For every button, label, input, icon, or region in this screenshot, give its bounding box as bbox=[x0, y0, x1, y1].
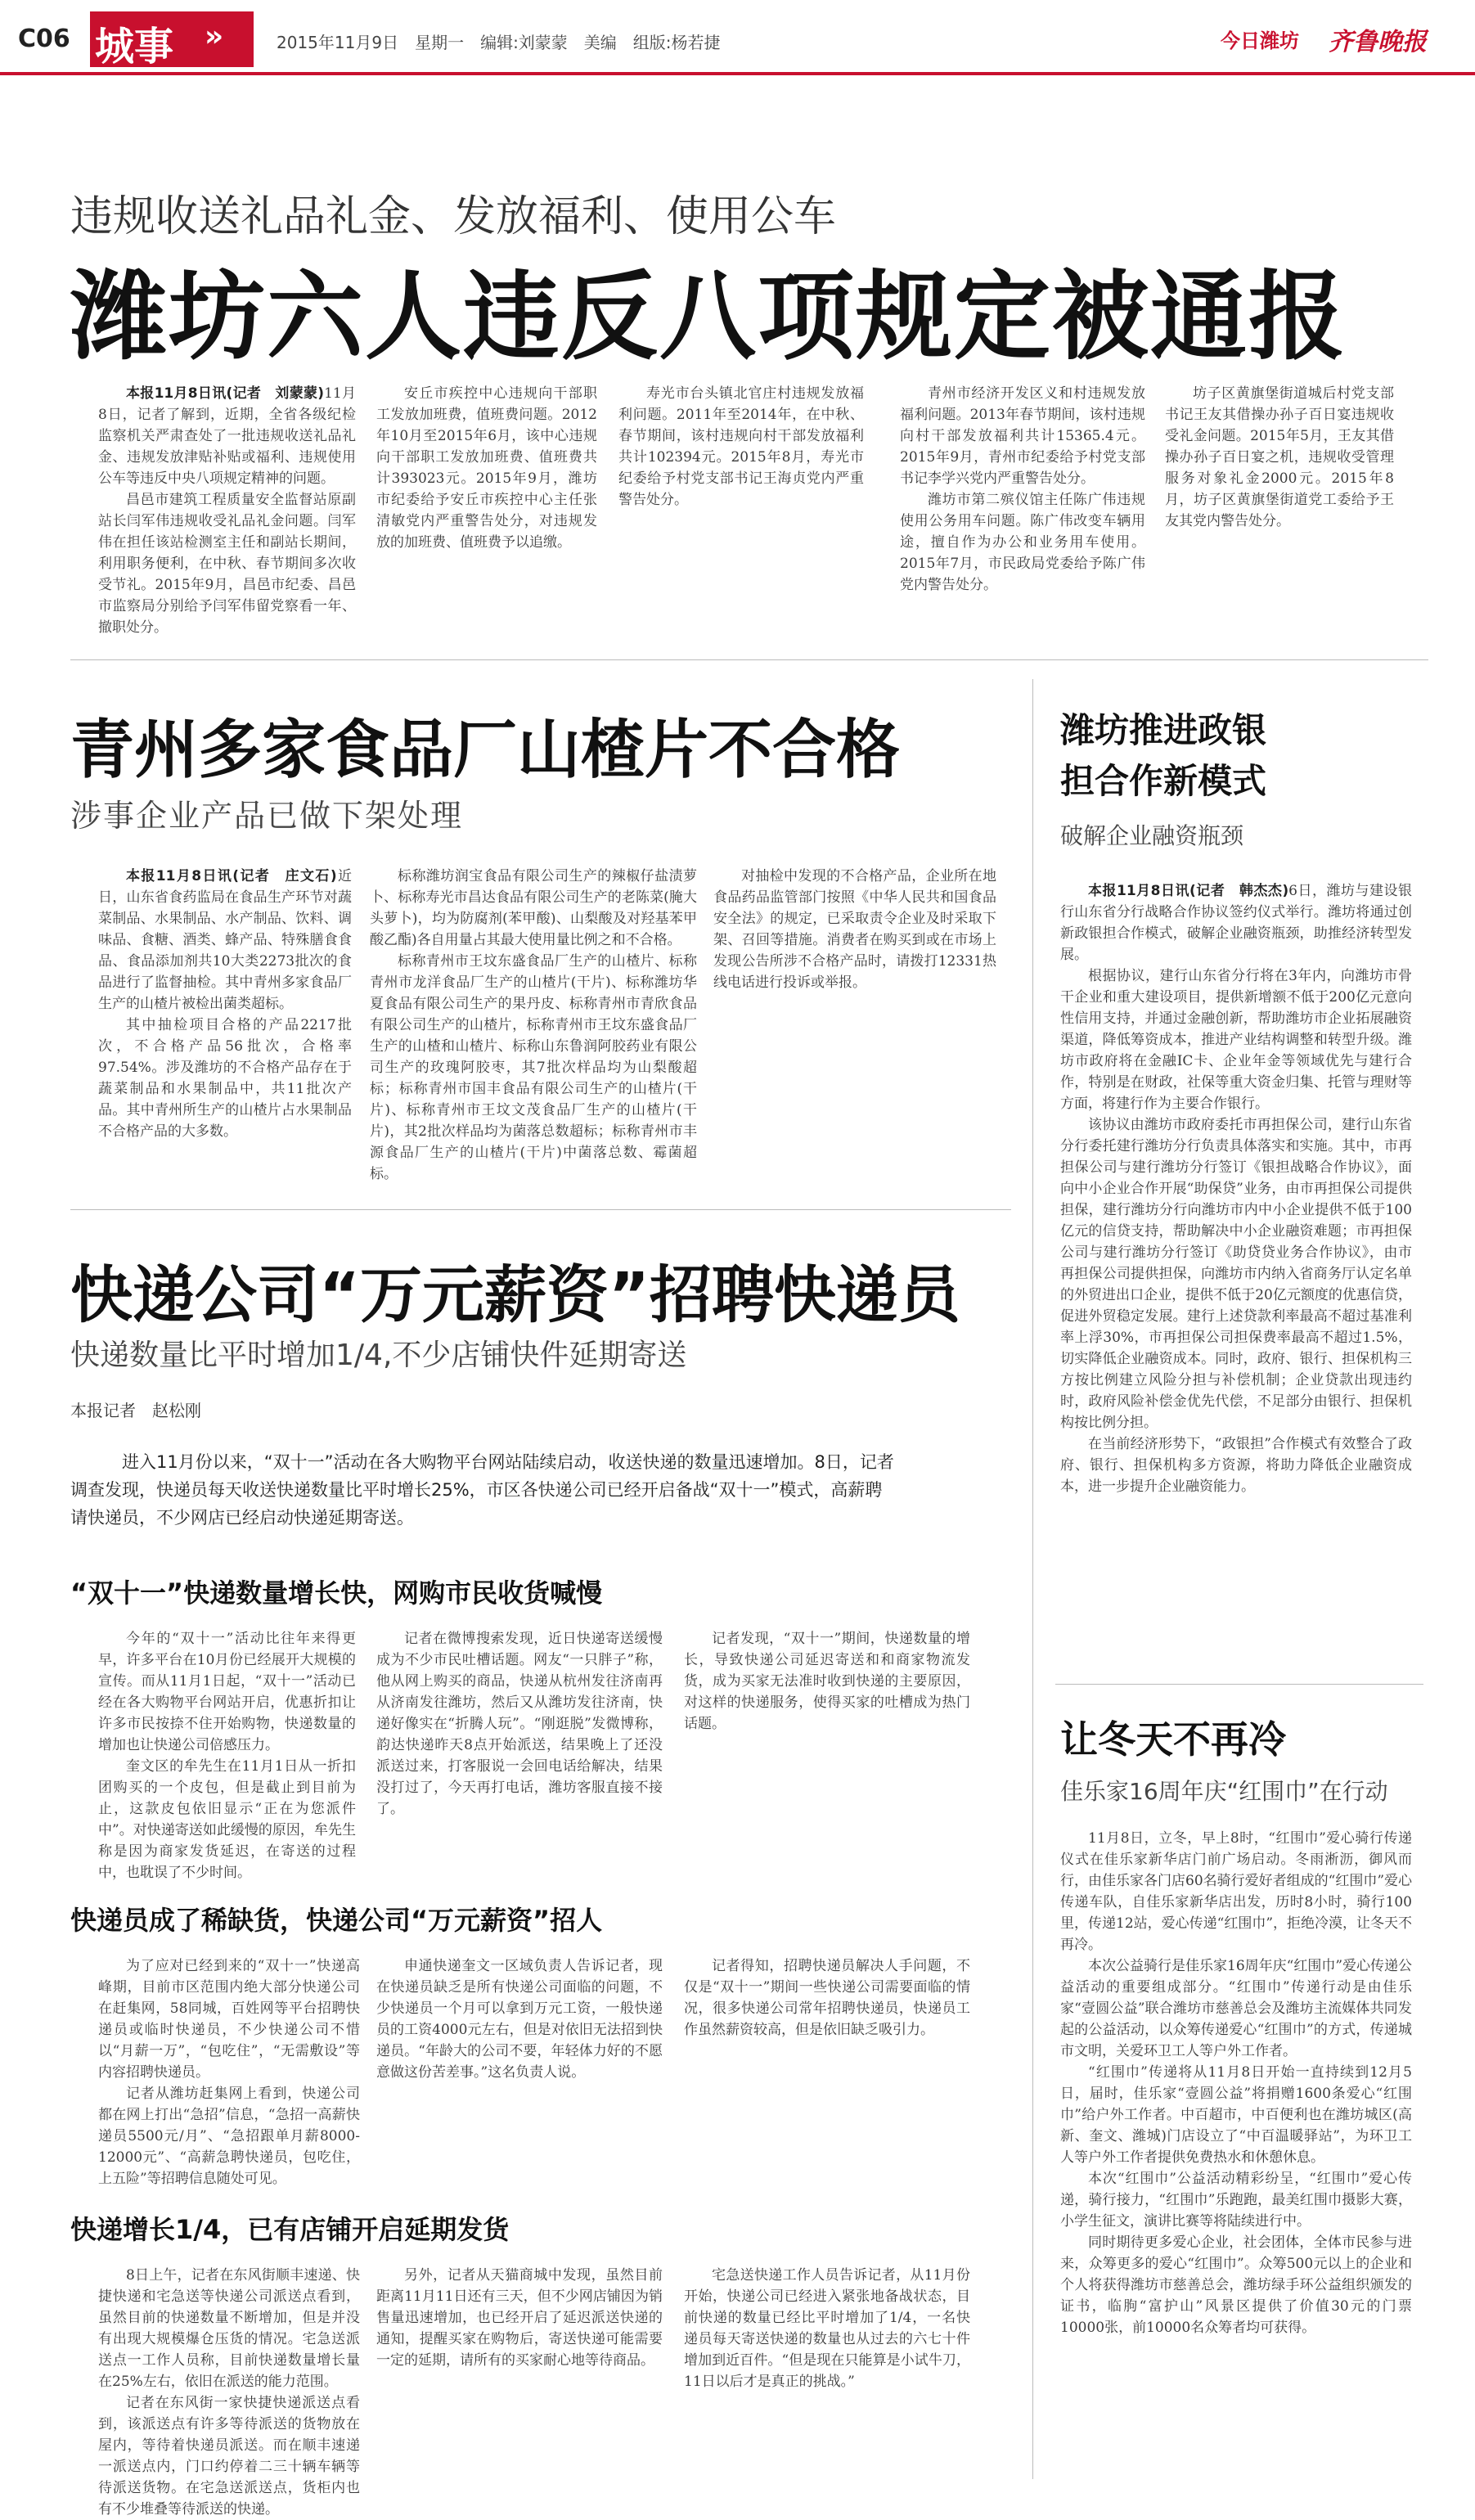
story1-lead: 本报11月8日讯(记者 刘蒙蒙) bbox=[126, 385, 325, 402]
section-name: 城事 bbox=[95, 24, 174, 70]
story3-s2-column-2 bbox=[376, 1955, 663, 2189]
story2-lead: 本报11月8日讯(记者 庄文石) bbox=[126, 868, 337, 884]
story3-paragraph: 为了应对已经到来的“双十一”快递高峰期，目前市区范围内绝大部分快递公司在赶集网，58同城，百姓网等平台招聘快递员或临时快递员，不少快递公司不惜以“月薪一万”，“包吃住”，“无需敷设”等内容招聘快递员。 bbox=[98, 1958, 360, 2081]
story3-paragraph: 记者得知，招聘快递员解决人手问题，不仅是“双十一”期间一些快递公司需要面临的情况，很多快递公司常年招聘快递员，快递员工作虽然薪资较高，但是依旧缺乏吸引力。 bbox=[684, 1958, 970, 2038]
story3-s3-column-2 bbox=[376, 2265, 663, 2479]
story1-column-4 bbox=[900, 383, 1145, 628]
story2-paragraph: 近日，山东省食药监局在食品生产环节对蔬菜制品、水果制品、水产制品、饮料、调味品、食糖、酒类、蜂产品、特殊膳食食品、食品添加剂共10大类2273批次的食品进行了监督抽检。其中青州多家食品厂生产的山楂片被检出菌类超标。 bbox=[98, 868, 353, 1012]
story3-s2-column-3 bbox=[684, 1955, 970, 2189]
right2-paragraph: 同时期待更多爱心企业，社会团体，全体市民参与进来，众筹更多的爱心“红围巾”。众筹500元以上的企业和个人将获得潍坊市慈善总会，潍坊绿手环公益组织颁发的证书，临朐“富护山”风景区提供了价值30元的门票10000张，前10000名众筹者均可获得。 bbox=[1060, 2234, 1412, 2336]
story3-s2-column-1 bbox=[98, 1955, 360, 2189]
right1-paragraph: 6日，潍坊与建设银行山东省分行战略合作协议签约仪式举行。潍坊将通过创新政银担合作模式，破解企业融资瓶颈，助推经济转型发展。 bbox=[1060, 883, 1412, 963]
page-number: C06 bbox=[18, 25, 70, 53]
story1-headline: 潍坊六人违反八项规定被通报 bbox=[70, 260, 1347, 373]
story2-column-1 bbox=[98, 866, 352, 1186]
story1-column-2 bbox=[376, 383, 597, 628]
story3-paragraph: 记者从潍坊赶集网上看到，快递公司都在网上打出“急招”信息，“急招一高薪快递员5500元/月”、“急招跟单月薪8000-12000元”、“高薪急聘快递员，包吃住，上五险”等招聘信息随处可见。 bbox=[98, 2086, 360, 2187]
story2-subhead: 涉事企业产品已做下架处理 bbox=[70, 798, 464, 834]
story2-paragraph: 标称青州市王坟东盛食品厂生产的山楂片、标称青州市龙洋食品厂生产的山楂片(干片)、标称潍坊华夏食品有限公司生产的果丹皮、标称青州市青欣食品有限公司生产的山楂片，标称青州市王坟东盛食品厂生产的山楂和山楂片、标称山东鲁润阿胶药业有限公司生产的玫瑰阿胶枣，其7批次样品均为山梨酸超标；标称青州市国丰食品有限公司生产的山楂片(干片)、标称青州市王坟文茂食品厂生产的山楂片(干片)，其2批次样品均为菌落总数超标；标称青州市丰源食品厂生产的山楂片(干片)中菌落总数、霉菌超标。 bbox=[370, 953, 697, 1182]
chevron-right-icon: » bbox=[205, 20, 224, 53]
story3-section-title: 快递员成了稀缺货，快递公司“万元薪资”招人 bbox=[70, 1905, 603, 1936]
story1-paragraph: 11月8日，记者了解到，近期，全省各级纪检监察机关严肃查处了一批违规收送礼品礼金、违规发放津贴补贴或福利、违规使用公车等违反中央八项规定精神的问题。 bbox=[98, 385, 356, 487]
story2-column-3 bbox=[713, 866, 996, 1186]
story3-section-title: “双十一”快递数量增长快，网购市民收货喊慢 bbox=[70, 1577, 603, 1609]
newspaper-logo: 齐鲁晚报 bbox=[1329, 28, 1427, 56]
story3-s3-column-3 bbox=[684, 2265, 970, 2479]
story1-paragraph: 青州市经济开发区义和村违规发放福利问题。2013年春节期间，该村违规向村干部发放福利共计15365.4元。2015年9月，青州市纪委给予村党支部书记李学兴党内严重警告处分。 bbox=[900, 385, 1145, 487]
story3-s1-column-3 bbox=[684, 1628, 970, 1883]
divider bbox=[1055, 1684, 1423, 1685]
story1-column-5 bbox=[1165, 383, 1394, 628]
right2-paragraph: “红围巾”传递将从11月8日开始一直持续到12月5日，届时，佳乐家“壹圆公益”将捐赠1600条爱心“红围巾”给户外工作者。中百超市，中百便利也在潍坊城区(高新、奎文、潍城)门店设立了“中百温暖驿站”，为环卫工人等户外工作者提供免费热水和休憩休息。 bbox=[1060, 2064, 1412, 2166]
story2-column-2 bbox=[370, 866, 697, 1186]
story3-s3-column-1 bbox=[98, 2265, 360, 2518]
story1-paragraph: 安丘市疾控中心违规向干部职工发放加班费，值班费问题。2012年10月至2015年6月，该中心违规向干部职工发放加班费、值班费共计393023元。2015年9月，潍坊市纪委给予安丘市疾控中心主任张清敏党内严重警告处分，对违规发放的加班费、值班费予以追缴。 bbox=[376, 385, 597, 551]
story3-paragraph: 另外，记者从天猫商城中发现，虽然目前距离11月11日还有三天，但不少网店铺因为销售量迅速增加，也已经开启了延迟派送快递的通知，提醒买家在购物后，寄送快递可能需要一定的延期，请所有的买家耐心地等待商品。 bbox=[376, 2267, 663, 2369]
story3-s1-column-2 bbox=[376, 1628, 663, 1883]
story1-paragraph: 昌邑市建筑工程质量安全监督站原副站长闫军伟违规收受礼品礼金问题。闫军伟在担任该站检测室主任和副站长期间，利用职务便利，在中秋、春节期间多次收受节礼。2015年9月，昌邑市纪委、昌邑市监察局分别给予闫军伟留党察看一年、撤职处分。 bbox=[98, 492, 356, 636]
story3-byline: 本报记者 赵松刚 bbox=[70, 1401, 201, 1420]
story3-paragraph: 记者在微博搜索发现，近日快递寄送缓慢成为不少市民吐槽话题。网友“一只胖子”称，他从网上购买的商品，快递从杭州发往济南再从济南发往潍坊，然后又从潍坊发往济南，快递好像实在“折腾人玩”。“刚逛脱”发微博称，韵达快递昨天8点开始派送，结果晚上了还没派送过来，打客服说一会回电话给解决，结果没打过了，今天再打电话，潍坊客服直接不接了。 bbox=[376, 1631, 663, 1817]
divider bbox=[70, 659, 1428, 660]
right2-subhead: 佳乐家16周年庆“红围巾”在行动 bbox=[1060, 1778, 1388, 1805]
story3-paragraph: 申通快递奎文一区域负责人告诉记者，现在快递员缺乏是所有快递公司面临的问题，不少快递员一个月可以拿到万元工资，一般快递员的工资4000元左右，但是对依旧无法招到快递员。“年龄大的公司不要，年轻体力好的不愿意做这份苦差事。”这名负责人说。 bbox=[376, 1958, 663, 2081]
story1-paragraph: 寿光市台头镇北官庄村违规发放福利问题。2011年至2014年，在中秋、春节期间，该村违规向村干部发放福利共计102394元。2015年8月，寿光市纪委给予村党支部书记王海贞党内严重警告处分。 bbox=[618, 385, 864, 508]
right1-headline-line: 潍坊推进政银 bbox=[1060, 710, 1267, 750]
story3-paragraph: 记者在东风街一家快捷快递派送点看到，该派送点有许多等待派送的货物放在屋内，等待着快递员派送。而在顺丰速递一派送点内，门口约停着二三十辆车辆等待派送货物。在宅急送派送点，货柜内也有不少堆叠等待派送的快递。 bbox=[98, 2395, 360, 2518]
story3-paragraph: 宅急送快递工作人员告诉记者，从11月份开始，快递公司已经进入紧张地备战状态，目前快递的数量已经比平时增加了1/4，一名快递员每天寄送快递的数量也从过去的六七十件增加到近百件。“但是现在只能算是小试牛刀，11日以后才是真正的挑战。” bbox=[684, 2267, 970, 2390]
right1-paragraph: 根据协议，建行山东省分行将在3年内，向潍坊市骨干企业和重大建设项目，提供新增额不低于200亿元意向性信用支持，并通过金融创新，帮助潍坊市企业拓展融资渠道，降低筹资成本，推进产业结构调整和转型升级。潍坊市政府将在金融IC卡、企业年金等领域优先与建行合作，特别是在财政，社保等重大资金归集、托管与理财等方面，将建行作为主要合作银行。 bbox=[1060, 968, 1412, 1112]
story2-headline: 青州多家食品厂山楂片不合格 bbox=[70, 713, 901, 787]
story3-headline: 快递公司“万元薪资”招聘快递员 bbox=[70, 1258, 960, 1331]
right1-paragraph: 在当前经济形势下，“政银担”合作模式有效整合了政府、银行、担保机构多方资源，将助力降低企业融资成本，进一步提升企业融资能力。 bbox=[1060, 1436, 1412, 1495]
right1-subhead: 破解企业融资瓶颈 bbox=[1060, 822, 1244, 849]
right2-paragraph: 本次“红围巾”公益活动精彩纷呈，“红围巾”爱心传递，骑行接力，“红围巾”乐跑跑，最美红围巾摄影大赛，小学生征文，演讲比赛等将陆续进行中。 bbox=[1060, 2171, 1412, 2230]
story3-paragraph: 今年的“双十一”活动比往年来得更早，许多平台在10月份已经展开大规模的宣传。而从11月1日起，“双十一”活动已经在各大购物平台网站开启，优惠折扣让许多市民按捺不住开始购物，快递数量的增加也让快递公司倍感压力。 bbox=[98, 1631, 356, 1753]
divider bbox=[70, 1209, 1011, 1210]
column-divider bbox=[1032, 679, 1033, 2479]
right2-paragraph: 本次公益骑行是佳乐家16周年庆“红围巾”爱心传递公益活动的重要组成部分。“红围巾”传递行动是由佳乐家“壹圆公益”联合潍坊市慈善总会及潍坊主流媒体共同发起的公益活动，以众筹传递爱心“红围巾”的方式，传递城市文明，关爱环卫工人等户外工作者。 bbox=[1060, 1958, 1413, 2059]
right2-body bbox=[1060, 1828, 1412, 2479]
story3-section-title: 快递增长1/4，已有店铺开启延期发货 bbox=[70, 2214, 510, 2245]
story2-paragraph: 标称潍坊润宝食品有限公司生产的辣椒仔盐渍萝卜、标称寿光市昌达食品有限公司生产的老陈菜(腌大头萝卜)，均为防腐剂(苯甲酸)、山梨酸及对羟基苯甲酸乙酯)各自用量占其最大使用量比例之和不合格。 bbox=[370, 868, 697, 948]
story3-paragraph: 记者发现，“双十一”期间，快递数量的增长，导致快递公司延迟寄送和和商家物流发货，成为买家无法准时收到快递的主要原因，对这样的快递服务，使得买家的吐槽成为热门话题。 bbox=[684, 1631, 970, 1732]
story2-paragraph: 其中抽检项目合格的产品2217批次，不合格产品56批次，合格率97.54%。涉及潍坊的不合格产品存在于蔬菜制品和水果制品中，共11批次产品。其中青州所生产的山楂片占水果制品不合格产品的大多数。 bbox=[98, 1017, 352, 1140]
right2-paragraph: 11月8日，立冬，早上8时，“红围巾”爱心骑行传递仪式在佳乐家新华店门前广场启动。冬雨淅沥，御风而行，由佳乐家各门店60名骑行爱好者组成的“红围巾”爱心传递车队，自佳乐家新华店出发，历时8小时，骑行100里，传递12站，爱心传递“红围巾”，拒绝冷漠，让冬天不再冷。 bbox=[1060, 1830, 1413, 1953]
story1-paragraph: 潍坊市第二殡仪馆主任陈广伟违规使用公务用车问题。陈广伟改变车辆用途，擅自作为办公和业务用车使用。2015年7月，市民政局党委给予陈广伟党内警告处分。 bbox=[900, 492, 1145, 593]
story3-intro: 进入11月份以来，“双十一”活动在各大购物平台网站陆续启动，收送快递的数量迅速增加。8日，记者调查发现，快递员每天收送快递数量比平时增长25%，市区各快递公司已经开启备战“双十一”模式，高薪聘请快递员，不少网店已经启动快递延期寄送。 bbox=[70, 1452, 894, 1528]
right2-headline: 让冬天不再冷 bbox=[1060, 1717, 1286, 1762]
story1-kicker: 违规收送礼品礼金、发放福利、使用公车 bbox=[70, 192, 837, 241]
right1-headline-line: 担合作新模式 bbox=[1060, 761, 1267, 801]
story3-s1-column-1 bbox=[98, 1628, 356, 1883]
right1-body bbox=[1060, 880, 1412, 1666]
today-weifang-label: 今日潍坊 bbox=[1221, 29, 1299, 52]
right1-lead: 本报11月8日讯(记者 韩杰杰) bbox=[1088, 883, 1289, 899]
story1-column-1 bbox=[98, 383, 356, 636]
story3-paragraph: 奎文区的牟先生在11月1日从一折扣团购买的一个皮包，但是截止到目前为止，这款皮包依旧显示“正在为您派件中”。对快递寄送如此缓慢的原因，牟先生称是因为商家发货延迟，在寄送的过程中，也耽误了不少时间。 bbox=[98, 1758, 356, 1881]
right1-headline bbox=[1060, 705, 1266, 807]
story3-paragraph: 8日上午，记者在东风街顺丰速递、快捷快递和宅急送等快递公司派送点看到，虽然目前的快递数量不断增加，但是并没有出现大规模爆仓压货的情况。宅急送派送点一工作人员称，目前快递数量增长量在25%左右，依旧在派送的能力范围。 bbox=[98, 2267, 360, 2390]
story1-column-3 bbox=[618, 383, 864, 628]
edition-meta: 2015年11月9日 星期一 编辑:刘蒙蒙 美编 组版:杨若捷 bbox=[277, 33, 721, 52]
story1-paragraph: 坊子区黄旗堡街道城后村党支部书记王友其借操办孙子百日宴违规收受礼金问题。2015年5月，王友其借操办孙子百日宴之机，违规收受管理服务对象礼金2000元。2015年8月，坊子区黄旗堡街道党工委给予王友其党内警告处分。 bbox=[1165, 385, 1394, 529]
story2-paragraph: 对抽检中发现的不合格产品，企业所在地食品药品监管部门按照《中华人民共和国食品安全法》的规定，已采取责令企业及时采取下架、召回等措施。消费者在购买到或在市场上发现公告所涉不合格产品时，请拨打12331热线电话进行投诉或举报。 bbox=[713, 868, 996, 991]
right1-paragraph: 该协议由潍坊市政府委托市再担保公司，建行山东省分行委托建行潍坊分行负责具体落实和实施。其中，市再担保公司与建行潍坊分行签订《银担战略合作协议》，面向中小企业合作开展“助保贷”业务，由市再担保公司提供担保，建行潍坊分行向潍坊市内中小企业提供不低于100亿元的信贷支持，帮助解决中小企业融资难题；市再担保公司与建行潍坊分行签订《助贷贷业务合作协议》，由市再担保公司提供担保，向潍坊市内纳入省商务厅认定名单的外贸进出口企业，提供不低于20亿元额度的优惠信贷，促进外贸稳定发展。建行上述贷款利率最高不超过基准利率上浮30%，市再担保公司担保费率最高不超过1.5%，切实降低企业融资成本。同时，政府、银行、担保机构三方按比例建立风险分担与补偿机制；企业贷款出现违约时，政府风险补偿金优先代偿，不足部分由银行、担保机构按比例分担。 bbox=[1060, 1117, 1412, 1431]
story3-subhead: 快递数量比平时增加1/4,不少店铺快件延期寄送 bbox=[70, 1339, 687, 1372]
